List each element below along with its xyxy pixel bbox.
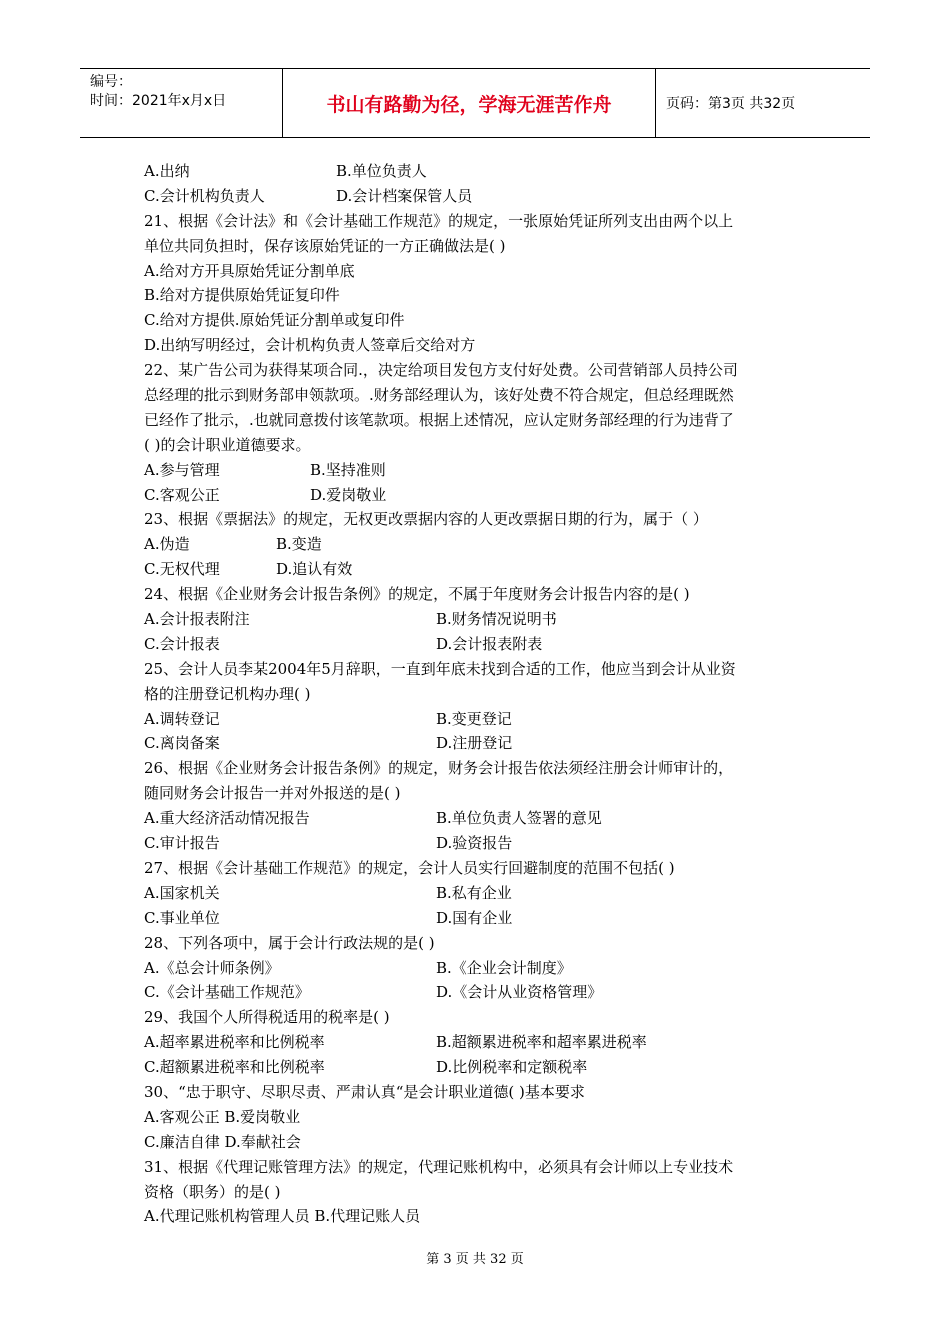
- text-line: 总经理的批示到财务部申领款项。.财务部经理认为，该好处费不符合规定，但总经理既然: [144, 386, 734, 405]
- option-row: [144, 980, 812, 1005]
- answer-option: B.财务情况说明书: [436, 610, 557, 629]
- answer-option: B.变造: [276, 535, 322, 554]
- text-line: C.给对方提供.原始凭证分割单或复印件: [144, 311, 405, 330]
- answer-option: B.单位负责人: [336, 162, 427, 180]
- option-row: [144, 632, 812, 657]
- text-line: A.给对方开具原始凭证分割单底: [144, 261, 355, 280]
- option-row: [144, 1055, 812, 1080]
- text-line: 30、“忠于职守、尽职尽责、严肃认真“是会计职业道德( )基本要求: [144, 1082, 585, 1101]
- option-row: [144, 532, 812, 557]
- option-row: [144, 831, 812, 856]
- header-motto: 书山有路勤为径，学海无涯苦作舟: [283, 69, 656, 137]
- text-line: D.出纳写明经过，会计机构负责人签章后交给对方: [144, 336, 476, 355]
- page-header: [80, 68, 870, 138]
- answer-option: C.事业单位: [144, 908, 220, 927]
- answer-option: C.会计报表: [144, 634, 220, 653]
- answer-option: D.《会计从业资格管理》: [436, 983, 603, 1002]
- option-row: [144, 731, 812, 756]
- answer-option: B.超额累进税率和超率累进税率: [436, 1033, 647, 1052]
- option-row: [144, 607, 812, 632]
- header-page-code: 页码：第3页 共32页: [666, 96, 796, 112]
- text-line: 29、我国个人所得税适用的税率是( ): [144, 1008, 390, 1027]
- text-line: 格的注册登记机构办理( ): [144, 684, 311, 703]
- text-line: A.代理记账机构管理人员 B.代理记账人员: [144, 1207, 421, 1226]
- answer-option: C.超额累进税率和比例税率: [144, 1058, 325, 1077]
- answer-option: A.会计报表附注: [144, 610, 250, 629]
- answer-option: B.私有企业: [436, 883, 512, 902]
- option-row: [144, 184, 812, 209]
- text-line: 23、根据《票据法》的规定，无权更改票据内容的人更改票据日期的行为，属于（ ）: [144, 510, 708, 529]
- text-line: 21、根据《会计法》和《会计基础工作规范》的规定，一张原始凭证所列支出由两个以上: [144, 211, 734, 230]
- answer-option: D.注册登记: [436, 734, 513, 753]
- option-row: [144, 458, 812, 483]
- text-line: 随同财务会计报告一并对外报送的是( ): [144, 784, 401, 803]
- answer-option: D.追认有效: [276, 560, 353, 579]
- answer-option: B.《企业会计制度》: [436, 958, 572, 977]
- answer-option: A.重大经济活动情况报告: [144, 809, 310, 828]
- option-row: [144, 956, 812, 981]
- document-body: [144, 159, 812, 1229]
- answer-option: C.《会计基础工作规范》: [144, 983, 310, 1002]
- option-row: [144, 906, 812, 931]
- document-number-label: 编号：: [90, 74, 132, 90]
- option-row: [144, 1030, 812, 1055]
- text-line: C.廉洁自律 D.奉献社会: [144, 1132, 301, 1151]
- answer-option: A.出纳: [144, 162, 190, 180]
- option-row: [144, 707, 812, 732]
- document-date: 时间：2021年x月x日: [90, 93, 227, 109]
- answer-option: A.超率累进税率和比例税率: [144, 1033, 325, 1052]
- page-footer: 第 3 页 共 32 页: [426, 1252, 524, 1267]
- option-row: [144, 557, 812, 582]
- text-line: 单位共同负担时，保存该原始凭证的一方正确做法是( ): [144, 236, 506, 255]
- text-line: 22、某广告公司为获得某项合同.，决定给项目发包方支付好处费。公司营销部人员持公司: [144, 361, 738, 380]
- answer-option: A.伪造: [144, 535, 190, 554]
- answer-option: D.会计档案保管人员: [336, 186, 473, 205]
- text-line: 已经作了批示，.也就同意拨付该笔款项。根据上述情况，应认定财务部经理的行为违背了: [144, 410, 734, 429]
- answer-option: D.验资报告: [436, 834, 513, 853]
- answer-option: B.变更登记: [436, 709, 512, 728]
- text-line: 资格（职务）的是( ): [144, 1182, 281, 1201]
- text-line: A.客观公正 B.爱岗敬业: [144, 1107, 301, 1126]
- option-row: [144, 159, 812, 184]
- header-info-cell: [80, 69, 283, 137]
- text-line: 25、会计人员李某2004年5月辞职，一直到年底未找到合适的工作，他应当到会计从业资: [144, 659, 736, 678]
- text-line: 27、根据《会计基础工作规范》的规定，会计人员实行回避制度的范围不包括( ): [144, 858, 675, 877]
- answer-option: D.会计报表附表: [436, 634, 543, 653]
- answer-option: D.国有企业: [436, 908, 513, 927]
- answer-option: A.调转登记: [144, 709, 220, 728]
- answer-option: C.离岗备案: [144, 734, 220, 753]
- answer-option: C.审计报告: [144, 834, 220, 853]
- answer-option: B.单位负责人签署的意见: [436, 809, 602, 828]
- text-line: B.给对方提供原始凭证复印件: [144, 286, 340, 305]
- text-line: 28、下列各项中，属于会计行政法规的是( ): [144, 933, 435, 952]
- answer-option: A.《总会计师条例》: [144, 958, 280, 977]
- answer-option: A.参与管理: [144, 460, 220, 479]
- answer-option: D.爱岗敬业: [310, 485, 387, 504]
- text-line: 24、根据《企业财务会计报告条例》的规定，不属于年度财务会计报告内容的是( ): [144, 585, 690, 604]
- text-line: 31、根据《代理记账管理方法》的规定，代理记账机构中，必须具有会计师以上专业技术: [144, 1157, 734, 1176]
- option-row: [144, 881, 812, 906]
- answer-option: C.客观公正: [144, 485, 220, 504]
- option-row: [144, 806, 812, 831]
- answer-option: B.坚持准则: [310, 460, 386, 479]
- option-row: [144, 483, 812, 508]
- answer-option: C.无权代理: [144, 560, 220, 579]
- answer-option: D.比例税率和定额税率: [436, 1058, 588, 1077]
- text-line: ( )的会计职业道德要求。: [144, 435, 311, 454]
- answer-option: C.会计机构负责人: [144, 186, 265, 205]
- text-line: 26、根据《企业财务会计报告条例》的规定，财务会计报告依法须经注册会计师审计的，: [144, 759, 734, 778]
- answer-option: A.国家机关: [144, 883, 220, 902]
